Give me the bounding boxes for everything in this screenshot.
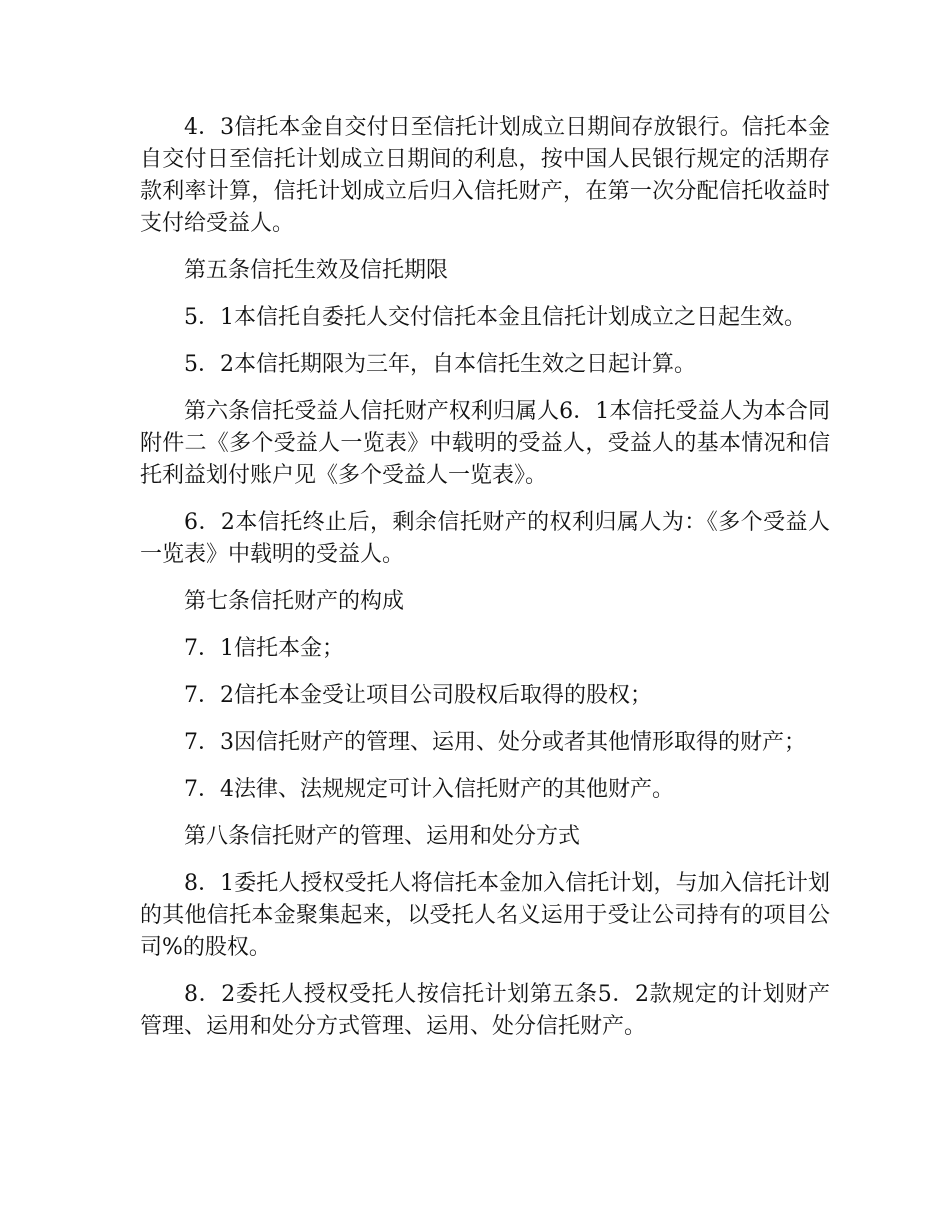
article-6-clause-6-1: 第六条信托受益人信托财产权利归属人6．1本信托受益人为本合同附件二《多个受益人一览表》中载明的受益人，受益人的基本情况和信托利益划付账户见《多个受益人一览表》。 xyxy=(140,399,830,488)
clause-7-3: 7．3因信托财产的管理、运用、处分或者其他情形取得的财产； xyxy=(184,730,806,755)
article-5-heading: 第五条信托生效及信托期限 xyxy=(184,258,449,283)
article-8-heading: 第八条信托财产的管理、运用和处分方式 xyxy=(184,824,581,849)
clause-6-2: 6．2本信托终止后，剩余信托财产的权利归属人为：《多个受益人一览表》中载明的受益人。 xyxy=(140,510,830,567)
clause-8-1: 8．1委托人授权受托人将信托本金加入信托计划，与加入信托计划的其他信托本金聚集起来，以受托人名义运用于受让公司持有的项目公司%的股权。 xyxy=(140,871,830,960)
clause-7-2: 7．2信托本金受让项目公司股权后取得的股权； xyxy=(184,683,652,708)
clause-7-4: 7．4法律、法规规定可计入信托财产的其他财产。 xyxy=(184,777,674,802)
document-body xyxy=(140,112,830,1058)
clause-8-2: 8．2委托人授权受托人按信托计划第五条5．2款规定的计划财产管理、运用和处分方式管理、运用、处分信托财产。 xyxy=(140,982,830,1039)
clause-4-3: 4．3信托本金自交付日至信托计划成立日期间存放银行。信托本金自交付日至信托计划成立日期间的利息，按中国人民银行规定的活期存款利率计算，信托计划成立后归入信托财产，在第一次分配信托收益时支付给受益人。 xyxy=(140,115,830,236)
clause-5-1: 5．1本信托自委托人交付信托本金且信托计划成立之日起生效。 xyxy=(184,305,806,330)
article-7-heading: 第七条信托财产的构成 xyxy=(184,589,405,614)
clause-7-1: 7．1信托本金； xyxy=(184,636,344,661)
clause-5-2: 5．2本信托期限为三年，自本信托生效之日起计算。 xyxy=(184,352,696,377)
